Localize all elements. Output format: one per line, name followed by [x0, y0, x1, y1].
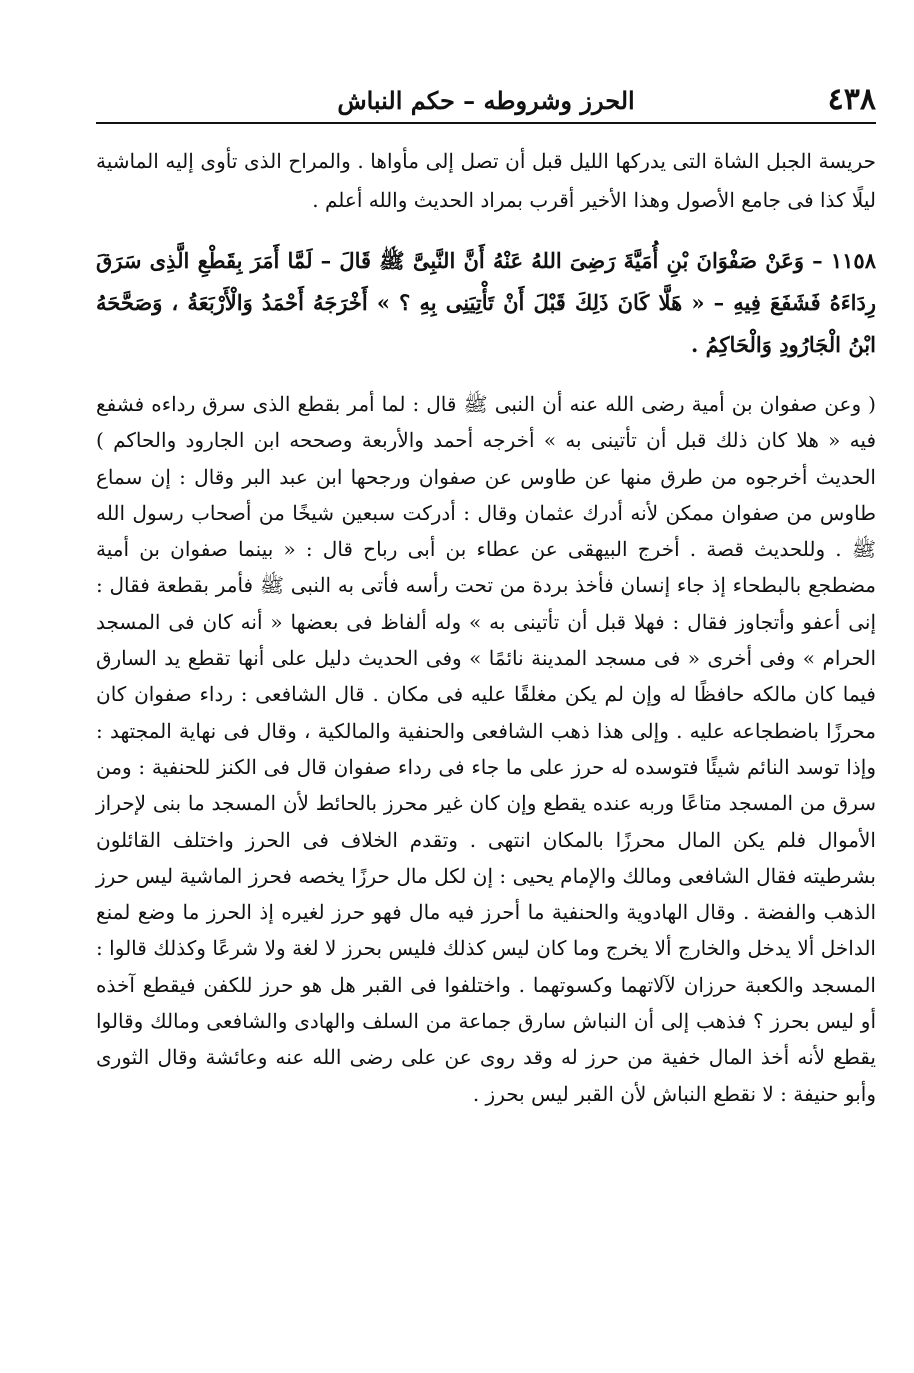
book-page	[96, 80, 876, 1112]
hadith-text: ١١٥٨ – وَعَنْ صَفْوَانَ بْنِ أُمَيَّةَ رَضِىَ اللهُ عَنْهُ أَنَّ النَّبِىَّ ﷺ قَالَ – لَمَّا أَمَرَ بِقَطْعِ الَّذِى سَرَقَ رِدَاءَهُ فَشَفَعَ فِيهِ – « هَلَّا كَانَ ذَلِكَ قَبْلَ أَنْ تَأْتِيَنِى بِهِ ؟ » أَخْرَجَهُ أَحْمَدُ وَالْأَرْبَعَةُ ، وَصَحَّحَهُ ابْنُ الْجَارُودِ وَالْحَاكِمُ .	[96, 248, 876, 357]
page-number: ٤٣٨	[827, 82, 876, 117]
intro-paragraph: حريسة الجبل الشاة التى يدركها الليل قبل أن تصل إلى مأواها . والمراح الذى تأوى إليه الماشية ليلًا كذا فى جامع الأصول وهذا الأخير أقرب بمراد الحديث والله أعلم .	[96, 149, 876, 212]
page-header	[96, 80, 876, 124]
running-title: الحرز وشروطه – حكم النباش	[337, 86, 635, 115]
commentary-paragraph: ( وعن صفوان بن أمية رضى الله عنه أن النبى ﷺ قال : لما أمر بقطع الذى سرق رداءه فشفع فيه « هلا كان ذلك قبل أن تأتينى به » أخرجه أحمد والأربعة وصححه ابن الجارود والحاكم ) الحديث أخرجوه من طرق منها عن طاوس عن صفوان ورجحها ابن عبد البر وقال : إن سماع طاوس من صفوان ممكن لأنه أدرك عثمان وقال : أدركت سبعين شيخًا من أصحاب رسول الله ﷺ . وللحديث قصة . أخرج البيهقى عن عطاء بن أبى رباح قال : « بينما صفوان بن أمية مضطجع بالبطحاء إذ جاء إنسان فأخذ بردة من تحت رأسه فأتى به النبى ﷺ فأمر بقطعة فقال : إنى أعفو وأتجاوز فقال : فهلا قبل أن تأتينى به » وله ألفاظ فى بعضها « أنه كان فى المسجد الحرام » وفى أخرى « فى مسجد المدينة نائمًا » وفى الحديث دليل على أنها تقطع يد السارق فيما كان مالكه حافظًا له وإن لم يكن مغلقًا عليه فى مكان . قال الشافعى : رداء صفوان كان محرزًا باضطجاعه عليه . وإلى هذا ذهب الشافعى والحنفية والمالكية ، وقال فى نهاية المجتهد : وإذا توسد النائم شيئًا فتوسده له حرز على ما جاء فى رداء صفوان قال فى الكنز للحنفية : ومن سرق من المسجد متاعًا وربه عنده يقطع وإن كان غير محرز بالحائط لأن المسجد ما بنى لإحراز الأموال فلم يكن المال محرزًا بالمكان انتهى . وتقدم الخلاف فى الحرز واختلف القائلون بشرطيته فقال الشافعى ومالك والإمام يحيى : إن لكل مال حرزًا يخصه فحرز الماشية ليس حرز الذهب والفضة . وقال الهادوية والحنفية ما أحرز فيه مال فهو حرز لغيره إذ الحرز ما وضع لمنع الداخل ألا يدخل والخارج ألا يخرج وما كان ليس كذلك فليس بحرز لا لغة ولا شرعًا وكذلك قالوا : المسجد والكعبة حرزان لآلاتهما وكسوتهما . واختلفوا فى القبر هل هو حرز للكفن فيقطع آخذه أو ليس بحرز ؟ فذهب إلى أن النباش سارق جماعة من السلف والهادى والشافعى ومالك وقالوا يقطع لأنه أخذ المال خفية من حرز له وقد روى عن على رضى الله عنه وعائشة وقال الثورى وأبو حنيفة : لا نقطع النباش لأن القبر ليس بحرز .	[96, 392, 876, 1106]
